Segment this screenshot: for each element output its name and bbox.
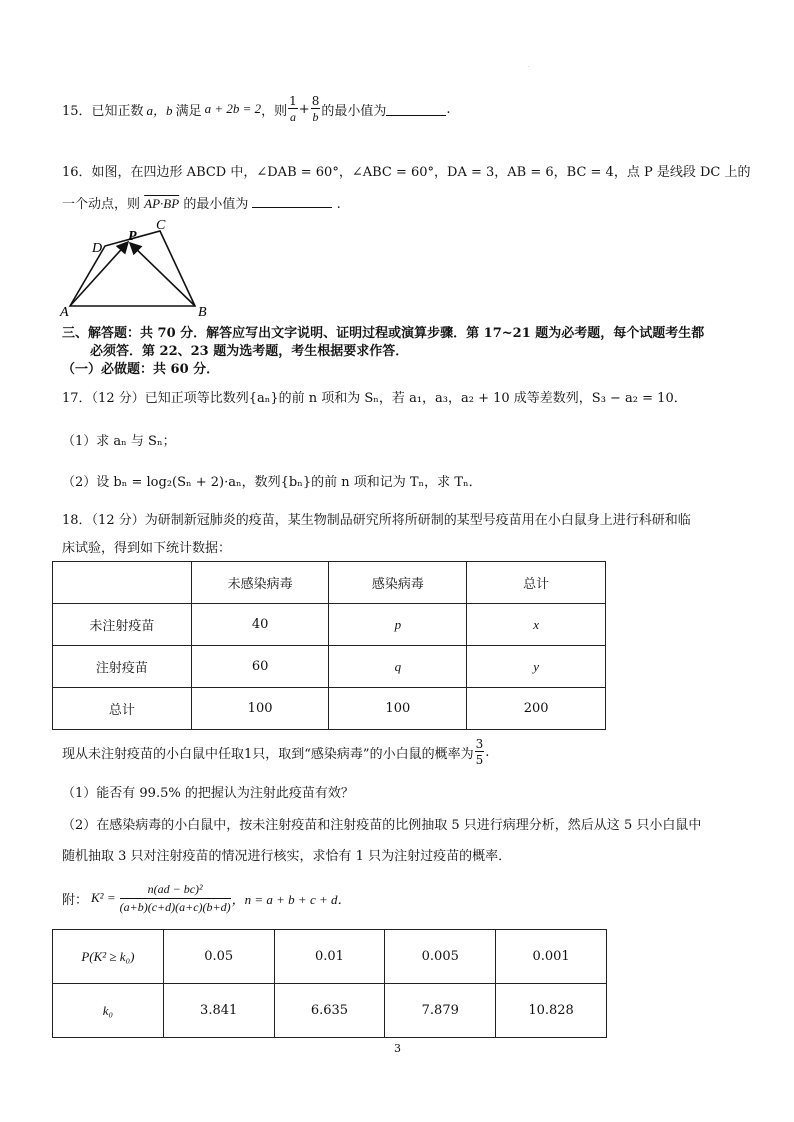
- section3-line1: 三、解答题：共 70 分．解答应写出文字说明、证明过程或演算步骤．第 17~21 题为必考题，每个试题考生都: [62, 326, 705, 341]
- table-cell: q: [329, 646, 467, 688]
- table-cell: 注射疫苗: [53, 646, 192, 688]
- table-cell: 0.001: [496, 930, 607, 984]
- label-a: A: [60, 305, 69, 318]
- label-d: D: [92, 241, 103, 256]
- q18-after-end: .: [485, 744, 490, 760]
- q18-after-prefix: 现从未注射疫苗的小白鼠中任取1只，取到“感染病毒”的小白鼠的概率为: [62, 746, 474, 762]
- table-cell: p: [329, 604, 467, 646]
- table-cell: x: [467, 604, 606, 646]
- q16-line2-suffix: 的最小值为: [183, 197, 249, 212]
- question-17-part2: （2）设 bₙ = log₂(Sₙ + 2)·aₙ，数列{bₙ}的前 n 项和记为 Tₙ，求 Tₙ．: [62, 475, 482, 490]
- k2-denominator: (a+b)(c+d)(a+c)(b+d): [119, 900, 231, 914]
- table-cell: 200: [467, 688, 606, 730]
- q16-line2-prefix: 一个动点，则: [62, 197, 141, 212]
- table-row: [53, 930, 607, 984]
- table-header-cell: 感染病毒: [329, 562, 467, 604]
- q15-suffix: 的最小值为: [321, 103, 387, 119]
- table-cell: 总计: [53, 688, 192, 730]
- q16-end: .: [336, 197, 341, 212]
- question-17-part1: （1）求 aₙ 与 Sₙ；: [62, 434, 176, 449]
- top-mark: .: [528, 62, 530, 69]
- table-row: [53, 604, 606, 646]
- table-cell: 6.635: [274, 984, 385, 1038]
- q15-mid: 满足: [175, 103, 202, 119]
- k2-numerator: n(ad − bc)²: [120, 883, 231, 899]
- q15-frac2-den: b: [312, 110, 319, 124]
- q15-frac1-num: 1: [289, 94, 297, 108]
- k2-symbol: K² =: [91, 890, 116, 905]
- question-15: [62, 92, 450, 126]
- section3-line3: （一）必做题：共 60 分．: [62, 362, 220, 377]
- table-cell: 100: [191, 688, 329, 730]
- table-header-cell: 总计: [467, 562, 606, 604]
- table-cell: 3.841: [163, 984, 274, 1038]
- section3-line2: 必须答．第 22、23 题为选考题，考生根据要求作答．: [90, 344, 409, 359]
- label-c: C: [156, 218, 166, 233]
- probability-den: 5: [475, 753, 484, 767]
- appendix-formula: [62, 876, 351, 920]
- table-cell: k₀: [53, 984, 164, 1038]
- question-18-part2b: 随机抽取 3 只对注射疫苗的情况进行核实，求恰有 1 只为注射过疫苗的概率．: [62, 849, 512, 864]
- question-18-stem2: 床试验，得到如下统计数据：: [62, 541, 232, 556]
- table-cell: 7.879: [385, 984, 496, 1038]
- q15-plus: +: [298, 101, 310, 117]
- q15-vars: a，b: [146, 102, 173, 118]
- critical-value-table: [52, 929, 607, 1038]
- table-cell: 40: [191, 604, 329, 646]
- q15-answer-blank[interactable]: [386, 103, 446, 116]
- table-row: [53, 646, 606, 688]
- vector-bp: [130, 243, 195, 306]
- table-row: [53, 688, 606, 730]
- question-18-probability-line: [62, 734, 489, 770]
- table-cell: 未注射疫苗: [53, 604, 192, 646]
- k2-fraction: [120, 883, 231, 913]
- q15-then: ，则: [261, 103, 288, 119]
- q15-prefix: 15．已知正数: [62, 103, 144, 119]
- label-p: P: [128, 229, 137, 244]
- question-18-part2a: （2）在感染病毒的小白鼠中，按未注射疫苗和注射疫苗的比例抽取 5 只进行病理分析，然后从这 5 只小白鼠中: [62, 818, 702, 833]
- q15-fraction-1: [288, 95, 298, 123]
- table-cell: y: [467, 646, 606, 688]
- question-16-line1: 16．如图，在四边形 ABCD 中，∠DAB = 60°，∠ABC = 60°，DA = 3，AB = 6，BC = 4，点 P 是线段 DC 上的: [62, 165, 751, 180]
- n-definition: ，n = a + b + c + d．: [231, 891, 351, 907]
- table-cell: 0.05: [163, 930, 274, 984]
- table-cell: P(K² ≥ k₀): [53, 930, 164, 984]
- vaccine-statistics-table: [52, 561, 606, 730]
- question-16-line2: [62, 193, 341, 212]
- appendix-label: 附：: [62, 892, 89, 908]
- table-cell: 0.01: [274, 930, 385, 984]
- q15-condition: a + 2b = 2: [204, 101, 262, 116]
- q15-fraction-2: [311, 95, 321, 123]
- table-header-cell: 未感染病毒: [191, 562, 329, 604]
- quadrilateral-figure: [58, 218, 258, 318]
- table-cell: 100: [329, 688, 467, 730]
- probability-num: 3: [475, 737, 484, 751]
- q15-frac2-num: 8: [311, 94, 320, 108]
- table-cell: 60: [191, 646, 329, 688]
- label-b: B: [198, 305, 207, 318]
- table-header-row: [53, 562, 606, 604]
- question-18-part1: （1）能否有 99.5% 的把握认为注射此疫苗有效？: [62, 786, 354, 801]
- table-row: [53, 984, 607, 1038]
- q15-end: .: [446, 101, 451, 117]
- table-cell: 10.828: [496, 984, 607, 1038]
- page-number: 3: [394, 1042, 401, 1055]
- table-header-cell: [53, 562, 192, 604]
- q16-vector-expression: AP·BP: [144, 196, 180, 211]
- question-17-stem: 17．（12 分）已知正项等比数列{aₙ}的前 n 项和为 Sₙ，若 a₁，a₃，a₂ + 10 成等差数列，S₃ − a₂ = 10．: [62, 391, 687, 406]
- table-cell: 0.005: [385, 930, 496, 984]
- q15-frac1-den: a: [289, 110, 296, 124]
- question-18-stem1: 18．（12 分）为研制新冠肺炎的疫苗，某生物制品研究所将所研制的某型号疫苗用在小白鼠身上进行科研和临: [62, 513, 691, 528]
- q16-answer-blank[interactable]: [252, 195, 332, 208]
- probability-fraction: [475, 738, 485, 766]
